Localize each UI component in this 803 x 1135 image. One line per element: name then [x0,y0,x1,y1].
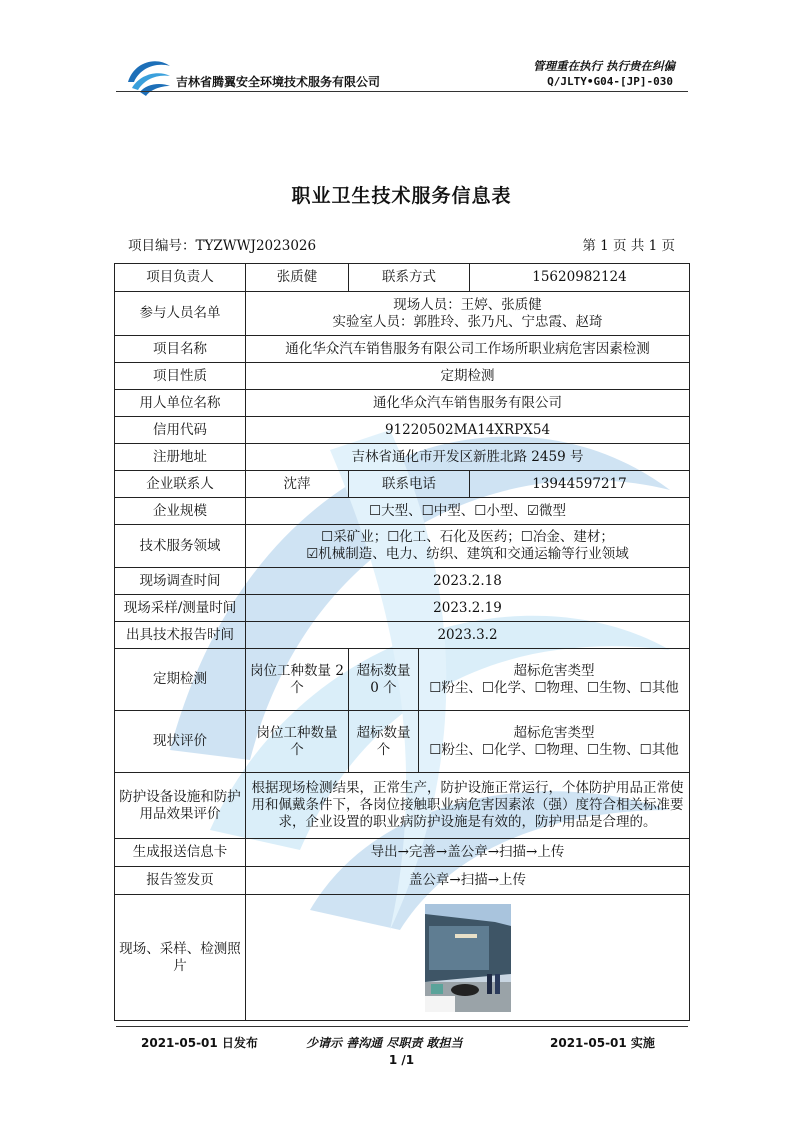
survey-time-label: 现场调查时间 [115,568,246,595]
table-row [115,498,690,525]
employer-value: 通化华众汽车销售服务有限公司 [246,390,690,417]
domain-label: 技术服务领域 [115,525,246,568]
participants-label: 参与人员名单 [115,292,246,336]
table-row [115,568,690,595]
page-header [0,0,803,110]
protection-text: 根据现场检测结果，正常生产，防护设施正常运行，个体防护用品正常使用和佩戴条件下，各岗位接触职业病危害因素浓（强）度符合相关标准要求，企业设置的职业病防护设施是有效的，防护用品是合理的。 [246,773,690,839]
info-card-value: 导出→完善→盖公章→扫描→上传 [246,839,690,867]
site-photo [425,904,511,1012]
status-hazard-options: ☐粉尘、☐化学、☐物理、☐生物、☐其他 [429,741,679,758]
scale-value: ☐大型、☐中型、☐小型、☑微型 [246,498,690,525]
table-row [115,264,690,292]
footer-divider [116,1026,688,1027]
table-row [115,417,690,444]
info-card-label: 生成报送信息卡 [115,839,246,867]
responsible-label: 项目负责人 [115,264,246,292]
report-time-value: 2023.3.2 [246,622,690,649]
company-name: 吉林省腾翼安全环境技术服务有限公司 [176,75,381,89]
participants-value [246,292,690,336]
page-title: 职业卫生技术服务信息表 [291,185,512,207]
status-hazard [419,711,690,773]
company-contact-label: 企业联系人 [115,471,246,498]
periodic-hazard [419,649,690,711]
participants-field: 现场人员：王婷、张质健 [393,296,542,313]
hazard-options: ☐粉尘、☐化学、☐物理、☐生物、☐其他 [429,679,679,696]
domain-line-2: ☑机械制造、电力、纺织、建筑和交通运输等行业领域 [306,546,629,562]
table-row [115,390,690,417]
table-row [115,595,690,622]
sampling-time-label: 现场采样/测量时间 [115,595,246,622]
header-slogan: 管理重在执行 执行贵在纠偏 [532,59,675,73]
project-number: 项目编号：TYZWWJ2023026 [128,238,317,254]
sampling-time-value: 2023.2.19 [246,595,690,622]
table-row [115,773,690,839]
domain-value [246,525,690,568]
footer-slogan: 少请示 善沟通 尽职责 敢担当 [306,1036,463,1050]
report-time-label: 出具技术报告时间 [115,622,246,649]
contact-value: 15620982124 [470,264,690,292]
document-number: Q/JLTY•G04-[JP]-030 [547,75,673,88]
footer-implement-date: 2021-05-01 实施 [550,1036,655,1050]
sign-page-label: 报告签发页 [115,867,246,895]
address-label: 注册地址 [115,444,246,471]
participants-lab: 实验室人员：郭胜玲、张乃凡、宁忠霞、赵琦 [332,313,603,330]
periodic-exceed: 超标数量 0 个 [349,649,419,711]
table-row [115,622,690,649]
service-info-table [114,263,690,1021]
phone-label: 联系电话 [349,471,470,498]
hazard-type-title: 超标危害类型 [513,662,595,679]
credit-code-label: 信用代码 [115,417,246,444]
table-row [115,711,690,773]
table-row [115,839,690,867]
photo-label: 现场、采样、检测照片 [115,895,246,1021]
credit-code-value: 91220502MA14XRPX54 [246,417,690,444]
scale-label: 企业规模 [115,498,246,525]
footer-issue-date: 2021-05-01 日发布 [141,1036,258,1050]
table-row [115,471,690,498]
table-row [115,292,690,336]
table-row [115,649,690,711]
domain-line-1: ☐采矿业；☐化工、石化及医药；☐冶金、建材； [321,529,614,545]
project-name-value: 通化华众汽车销售服务有限公司工作场所职业病危害因素检测 [246,336,690,363]
photo-cell [246,895,690,1021]
project-type-label: 项目性质 [115,363,246,390]
page-info: 第 1 页 共 1 页 [582,238,675,254]
footer-page-number: 1 /1 [388,1053,415,1067]
status-hazard-title: 超标危害类型 [513,724,595,741]
company-contact-value: 沈萍 [246,471,349,498]
table-row [115,867,690,895]
table-row [115,525,690,568]
address-value: 吉林省通化市开发区新胜北路 2459 号 [246,444,690,471]
sign-page-value: 盖公章→扫描→上传 [246,867,690,895]
survey-time-value: 2023.2.18 [246,568,690,595]
status-label: 现状评价 [115,711,246,773]
status-posts: 岗位工种数量 个 [246,711,349,773]
header-divider [116,91,688,92]
protection-label: 防护设备设施和防护用品效果评价 [115,773,246,839]
table-row [115,444,690,471]
phone-value: 13944597217 [470,471,690,498]
project-type-value: 定期检测 [246,363,690,390]
periodic-posts: 岗位工种数量 2 个 [246,649,349,711]
employer-label: 用人单位名称 [115,390,246,417]
contact-label: 联系方式 [349,264,470,292]
table-row [115,363,690,390]
status-exceed: 超标数量 个 [349,711,419,773]
responsible-value: 张质健 [246,264,349,292]
table-row [115,895,690,1021]
table-row [115,336,690,363]
project-name-label: 项目名称 [115,336,246,363]
periodic-label: 定期检测 [115,649,246,711]
